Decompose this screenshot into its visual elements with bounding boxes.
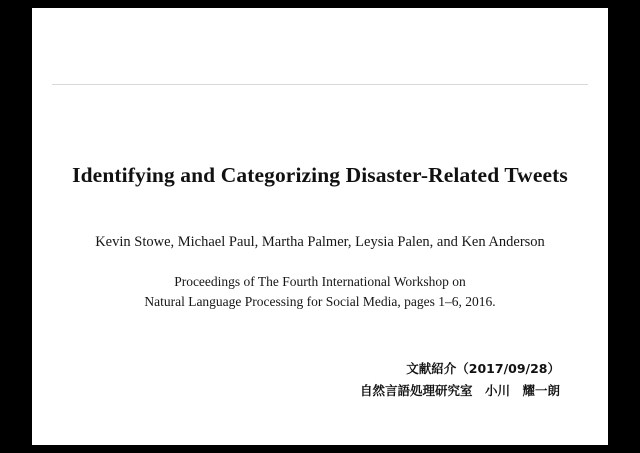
publication-venue bbox=[32, 272, 608, 311]
presentation-date: 文献紹介（2017/09/28） bbox=[406, 361, 560, 376]
author-list: Kevin Stowe, Michael Paul, Martha Palmer, Leysia Palen, and Ken Anderson bbox=[95, 234, 545, 250]
venue-line-2: Natural Language Processing for Social Media, pages 1–6, 2016. bbox=[144, 293, 496, 309]
presenter-affiliation-name: 自然言語処理研究室 小川 耀一朗 bbox=[359, 382, 560, 398]
page-title: Identifying and Categorizing Disaster-Related Tweets bbox=[72, 163, 568, 187]
header-divider bbox=[52, 84, 588, 85]
slide-canvas bbox=[32, 8, 608, 445]
venue-line-1: Proceedings of The Fourth International Workshop on bbox=[174, 274, 466, 289]
presenter-block bbox=[360, 358, 560, 402]
